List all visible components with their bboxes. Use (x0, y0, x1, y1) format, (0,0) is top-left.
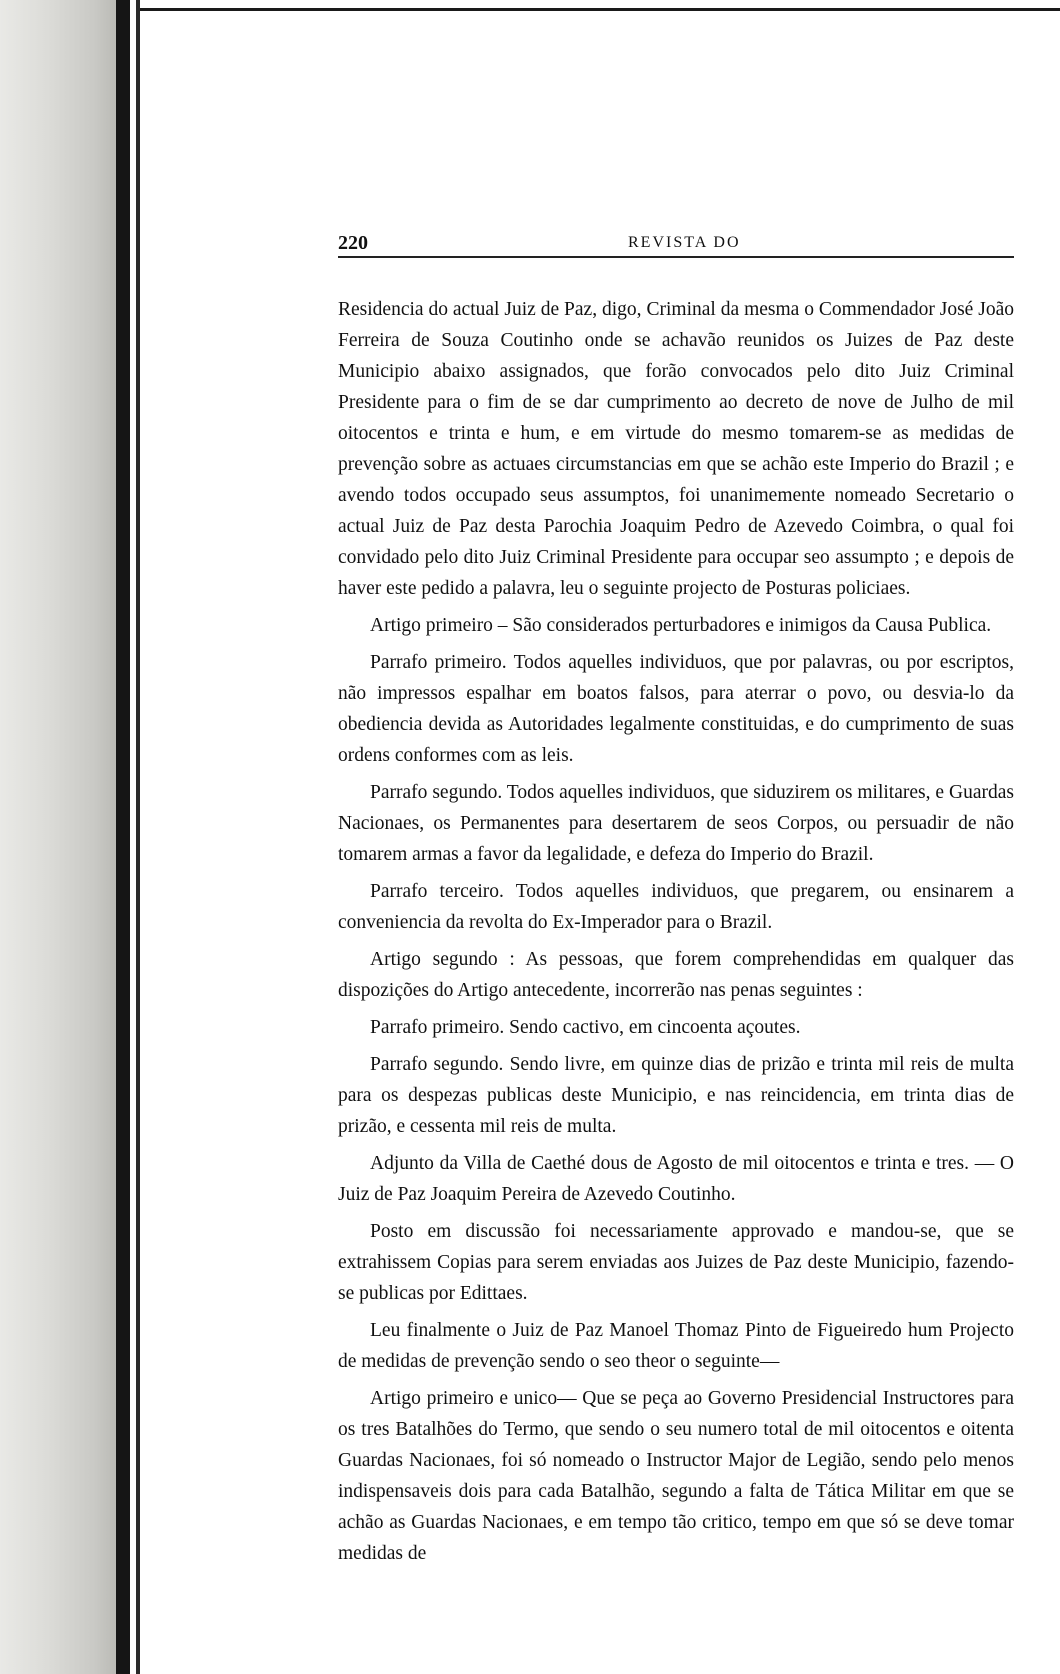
paragraph: Parrafo primeiro. Sendo cactivo, em cincoenta açoutes. (370, 1017, 801, 1038)
book-spine-shadow (116, 0, 130, 1674)
paragraph: Artigo segundo : As pessoas, que forem comprehendidas em qualquer das dispozições do Artigo antecedente, incorrerão nas penas seguintes : (338, 949, 1014, 1001)
paragraph: Parrafo terceiro. Todos aquelles individuos, que pregarem, ou ensinarem a conveniencia da revolta do Ex-Imperador para o Brazil. (338, 881, 1014, 933)
paragraph: Leu finalmente o Juiz de Paz Manoel Thomaz Pinto de Figueiredo hum Projecto de medidas de prevenção sendo o seo theor o seguinte— (338, 1320, 1014, 1372)
body-text (338, 294, 1014, 1575)
page-header (338, 230, 1014, 258)
paragraph: Posto em discussão foi necessariamente approvado e mandou-se, que se extrahissem Copias para serem enviadas aos Juizes de Paz deste Municipio, fazendo-se publicas por Edittaes. (338, 1221, 1014, 1304)
running-title: REVISTA DO (628, 234, 741, 251)
paragraph: Residencia do actual Juiz de Paz, digo, Criminal da mesma o Commendador José João Ferreira de Souza Coutinho onde se achavão reunidos os Juizes de Paz deste Municipio abaixo assignados, que forão convocados pelo dito Juiz Criminal Presidente para o fim de se dar cumprimento ao decreto de nove de Julho de mil oitocentos e trinta e hum, e em virtude do mesmo tomarem-se as medidas de prevenção sobre as actuaes circumstancias em que se achão este Imperio do Brazil ; e avendo todos occupado seus assumptos, foi unanimemente nomeado Secretario o actual Juiz de Paz desta Parochia Joaquim Pedro de Azevedo Coimbra, o qual foi convidado pelo dito Juiz Criminal Presidente para occupar seo assumpto ; e depois de haver este pedido a palavra, leu o seguinte projecto de Posturas policiaes. (338, 299, 1014, 599)
paragraph: Parrafo primeiro. Todos aquelles individuos, que por palavras, ou por escriptos, não impressos espalhar em boatos falsos, para aterrar o povo, ou desvia-lo da obediencia devida as Autoridades legalmente constituidas, e do cumprimento de suas ordens conformes com as leis. (338, 652, 1014, 766)
page-top-edge (140, 8, 1060, 11)
book-spine-line (136, 0, 140, 1674)
paragraph: Parrafo segundo. Todos aquelles individuos, que siduzirem os militares, e Guardas Nacionaes, os Permanentes para desertarem de seos Corpos, ou persuadir de não tomarem armas a favor da legalidade, e defeza do Imperio do Brazil. (338, 782, 1014, 865)
paragraph: Artigo primeiro – São considerados perturbadores e inimigos da Causa Publica. (370, 615, 992, 636)
paragraph: Adjunto da Villa de Caethé dous de Agosto de mil oitocentos e trinta e tres. — O Juiz de Paz Joaquim Pereira de Azevedo Coutinho. (338, 1153, 1014, 1205)
page-number: 220 (338, 232, 368, 254)
scanned-page-margin (0, 0, 118, 1674)
paragraph: Parrafo segundo. Sendo livre, em quinze dias de prizão e trinta mil reis de multa para os despezas publicas deste Municipio, e nas reincidencia, em trinta dias de prizão, e cessenta mil reis de multa. (338, 1054, 1014, 1137)
paragraph: Artigo primeiro e unico— Que se peça ao Governo Presidencial Instructores para os tres Batalhões do Termo, que sendo o seu numero total de mil oitocentos e oitenta Guardas Nacionaes, foi só nomeado o Instructor Major de Legião, sendo pelo menos indispensaveis dois para cada Batalhão, segundo a falta de Tática Militar em que se achão as Guardas Nacionaes, e em tempo tão critico, tempo em que só se deve tomar medidas de (338, 1388, 1014, 1564)
